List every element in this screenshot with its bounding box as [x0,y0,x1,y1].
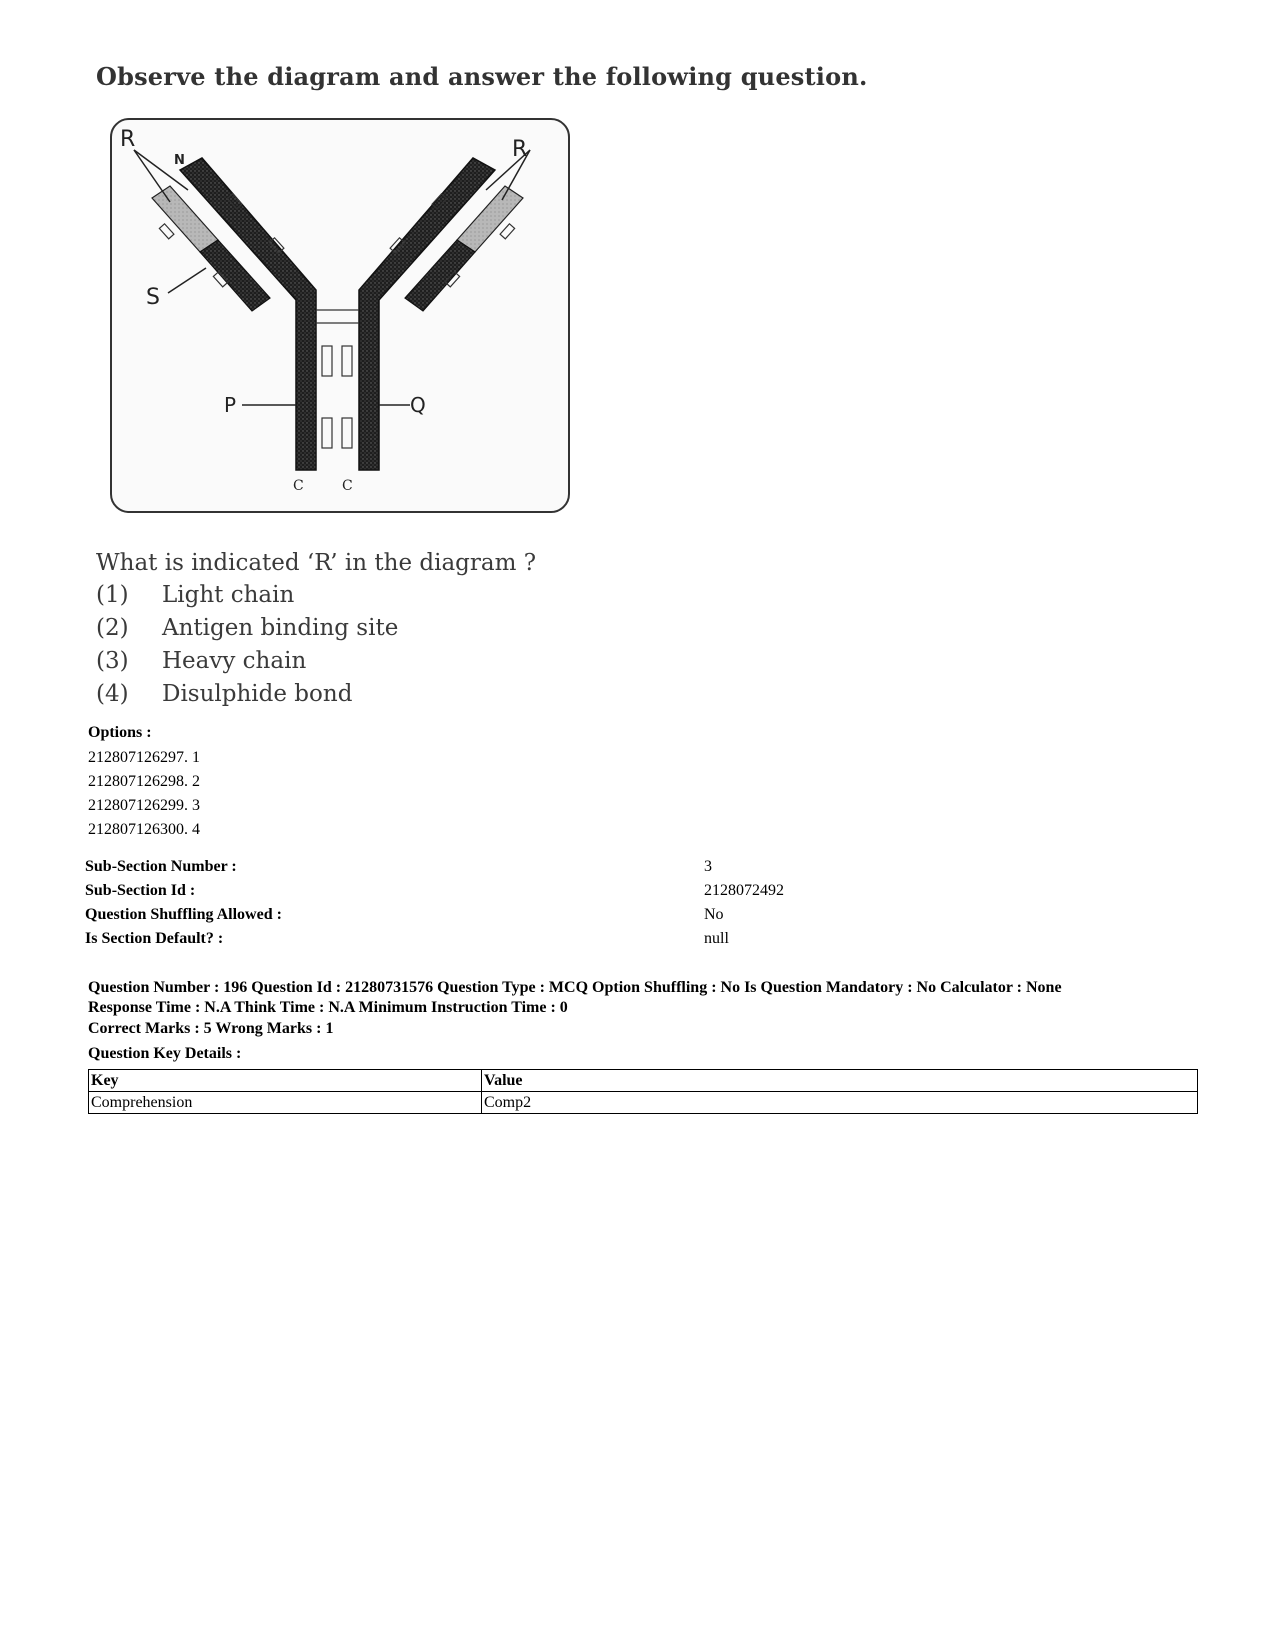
label-n: N [174,153,185,168]
table-header-row [89,1070,1198,1092]
choice-1: (1) Light chain [96,582,295,608]
meta-row: Is Section Default? : null [85,930,729,947]
marks-info: Correct Marks : 5 Wrong Marks : 1 [88,1020,334,1037]
label-p: P [224,393,237,417]
choice-list [96,582,398,714]
meta-row: Question Shuffling Allowed : No [85,906,724,923]
subsection-meta [85,855,885,951]
meta-row: Sub-Section Id : 2128072492 [85,882,784,899]
table-cell: Comprehension [89,1092,482,1114]
question-info [88,978,1198,1018]
table-header-value: Value [482,1070,1198,1092]
choice-4: (4) Disulphide bond [96,681,353,707]
table-row [89,1092,1198,1114]
label-r-left: R [120,127,136,152]
options-label: Options : [88,724,152,741]
option-item: 212807126298. 2 [88,773,200,790]
option-item: 212807126297. 1 [88,749,200,766]
label-s: S [146,285,160,310]
diagram-instruction: Observe the diagram and answer the following question. [96,62,868,91]
option-item: 212807126299. 3 [88,797,200,814]
options-list [88,746,200,842]
question-prompt: What is indicated ‘R’ in the diagram ? [96,550,537,576]
label-c-right: C [342,478,353,494]
question-info-line1: Question Number : 196 Question Id : 21280731576 Question Type : MCQ Option Shuffling : No Is Question Mandatory : No Calculator : None [88,979,1062,996]
option-item: 212807126300. 4 [88,821,200,838]
label-q: Q [410,393,426,417]
meta-row: Sub-Section Number : 3 [85,858,712,875]
table-cell: Comp2 [482,1092,1198,1114]
label-c-left: C [293,478,304,494]
choice-2: (2) Antigen binding site [96,615,399,641]
table-header-key: Key [89,1070,482,1092]
choice-3: (3) Heavy chain [96,648,307,674]
key-details-table [88,1069,1198,1114]
label-r-right: R [512,137,528,162]
key-details-label: Question Key Details : [88,1045,242,1062]
question-info-line2: Response Time : N.A Think Time : N.A Minimum Instruction Time : 0 [88,999,568,1016]
antibody-diagram [110,118,570,518]
